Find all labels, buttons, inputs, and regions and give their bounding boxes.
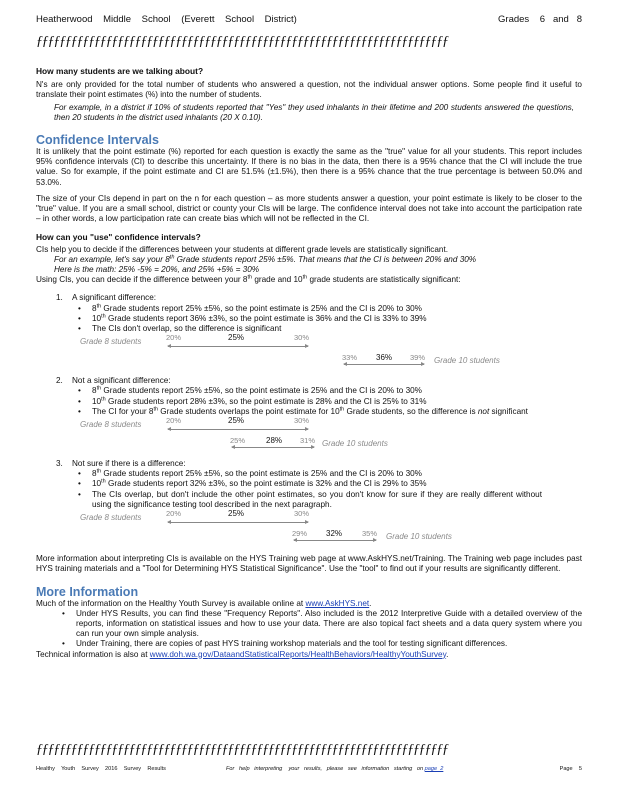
case-1-bullet-3: • The CIs don't overlap, so the difference is significant [78,324,282,334]
use-example-math: Here is the math: 25% -5% = 20%, and 25% +5% = 30% [54,265,260,275]
page-2-link[interactable]: page 2 [424,766,444,772]
case-1-grade8-label: Grade 8 students [80,337,142,347]
case-1-bullet-2: • 10th Grade students report 36% ±3%, so the point estimate is 36% and the CI is 33% to 39% [78,313,427,323]
header-grades: Grades 6 and 8 [498,14,582,25]
case-1-grade10-point: 36% [376,353,393,363]
case-3-bullet-3: • The CIs overlap, but don't include the other point estimates, so you don't know for sure if they are really different without using the significance testing tool described in the next paragraph. [78,489,542,509]
case-2-bullet-2: • 10th Grade students report 28% ±3%, so the point estimate is 28% and the CI is 25% to 31% [78,395,427,406]
more-info-heading: More Information [36,584,139,599]
more-info-bullet-1: • Under HYS Results, you can find these "Frequency Reports". Also included is the 2012 Interpretive Guide with a detailed overview of the reports, information on statistical issues and how to use your data. There are also topical fact sheets and a data query system where you can run your own simple analysis. [62,608,582,639]
header-school: Heatherwood Middle School (Everett School District) [36,14,297,25]
footer-survey: Healthy Youth Survey 2016 Survey Results [36,766,166,772]
case-1-grade10-ci-arrow [344,364,424,365]
case-3-ci-diagram [42,510,582,548]
case-3-grade10-ci-arrow [294,540,376,541]
more-ci-paragraph: More information about interpreting CIs is available on the HYS Training web page at www.AskHYS.net/Training. The Training web page includes past HYS training materials and a "Tool for Determining HYS Statistical Significance". Use the "tool" to find out if your results are significantly different. [36,554,582,574]
ci-paragraph-2: The size of your CIs depend in part on the n for each question – as more students answer a question, your point estimate is likely to be closer to the "true" value. If you are a small school, district or county your CIs will be large. The confidence interval does not take into account the participation rate – in other words, a low participation rate can create bias which will not be reflected in the CI. [36,193,582,224]
case-1-grade10-lo: 33% [342,353,358,363]
case-2-title: 2. Not a significant difference: [56,376,171,386]
case-1-grade8-lo: 20% [166,333,182,343]
more-info-intro: Much of the information on the Healthy Youth Survey is available online at www.AskHYS.net. [36,598,372,608]
use-using: Using CIs, you can decide if the difference between your 8th grade and 10th grade students are statistically significant: [36,274,461,285]
case-2-grade8-point: 25% [228,416,245,426]
case-3-grade10-lo: 29% [292,529,308,539]
case-3-grade10-hi: 35% [362,529,378,539]
case-2-grade8-ci-arrow [168,429,308,430]
use-example: For an example, let's say your 8th Grade students report 25% ±5%. That means that the CI is between 20% and 30% [54,254,477,264]
case-2-grade8-label: Grade 8 students [80,420,142,430]
case-1-grade8-hi: 30% [294,333,310,343]
case-1-grade10-label: Grade 10 students [434,356,500,366]
case-2-grade8-hi: 30% [294,416,310,426]
case-1-grade8-point: 25% [228,333,245,343]
case-3-grade10-point: 32% [326,529,343,539]
howmany-example: For example, in a district if 10% of students reported that "Yes" they used inhalants in their lifetime and 200 students answered the questions, then 20 students in the district used inhalants (20 X 0.10). [54,102,574,122]
case-2-grade10-point: 28% [266,436,283,446]
page-header [36,14,582,28]
case-2-grade10-label: Grade 10 students [322,439,388,449]
case-3-grade8-lo: 20% [166,509,182,519]
technical-info: Technical information is also at www.doh.wa.gov/DataandStatisticalReports/HealthBehaviors/HealthyYouthSurvey. [36,649,449,659]
case-2-grade8-lo: 20% [166,416,182,426]
page-footer [36,766,582,778]
case-3-grade8-hi: 30% [294,509,310,519]
case-3-grade8-ci-arrow [168,522,308,523]
howmany-body: N's are only provided for the total number of students who answered a question, not the individual answer options. Some people find it useful to translate their point estimates (%) into the number of students. [36,80,582,100]
case-2-bullet-1: • 8th Grade students report 25% ±5%, so the point estimate is 25% and the CI is 20% to 30% [78,385,422,396]
bottom-decorative-rule: ƒƒƒƒƒƒƒƒƒƒƒƒƒƒƒƒƒƒƒƒƒƒƒƒƒƒƒƒƒƒƒƒƒƒƒƒƒƒƒƒƒƒƒƒƒƒƒƒƒƒƒƒƒƒƒƒƒƒƒƒƒƒƒƒƒƒƒƒƒƒƒ [36,742,448,757]
case-3-grade8-point: 25% [228,509,245,519]
case-2-grade10-lo: 25% [230,436,246,446]
doh-link[interactable]: www.doh.wa.gov/DataandStatisticalReports/HealthBehaviors/HealthyYouthSurvey [149,649,447,659]
footer-page-number: Page 5 [559,766,582,772]
case-2-bullet-3: • The CI for your 8th Grade students overlaps the point estimate for 10th Grade students, so the difference is not significant [78,406,528,416]
footer-help: For help interpreting your results, please see information starting on page 2 [226,766,444,772]
case-2-grade10-hi: 31% [300,436,316,446]
case-3-grade10-label: Grade 10 students [386,532,452,542]
more-info-bullet-2: • Under Training, there are copies of past HYS training workshop materials and the tool for testing significant differences. [62,639,508,649]
case-3-bullet-1: • 8th Grade students report 25% ±5%, so the point estimate is 25% and the CI is 20% to 30% [78,468,422,479]
use-heading: How can you "use" confidence intervals? [36,232,201,243]
ci-paragraph-1: It is unlikely that the point estimate (%) reported for each question is exactly the same as the "true" value for all your students. This report includes 95% confidence intervals (CI) to describe this uncertainty. If there is no bias in the data, then there is a 95% chance that the CI will include the true value. So for example, if the point estimate and CI are 51.5% (±1.5%), then there is a 95% chance that the true percentage is between 50.0% and 53.0%. [36,147,582,187]
case-1-ci-diagram [42,334,582,372]
ci-heading: Confidence Intervals [36,133,159,148]
case-1-bullet-1: • 8th Grade students report 25% ±5%, so the point estimate is 25% and the CI is 20% to 30% [78,302,422,313]
case-1-title: 1. A significant difference: [56,293,157,303]
howmany-heading: How many students are we talking about? [36,66,204,76]
page-content [36,66,582,660]
case-3-bullet-2: • 10th Grade students report 32% ±3%, so the point estimate is 32% and the CI is 29% to 35% [78,478,427,489]
case-1-grade10-hi: 39% [410,353,426,363]
case-3-grade8-label: Grade 8 students [80,513,142,523]
top-decorative-rule: ƒƒƒƒƒƒƒƒƒƒƒƒƒƒƒƒƒƒƒƒƒƒƒƒƒƒƒƒƒƒƒƒƒƒƒƒƒƒƒƒƒƒƒƒƒƒƒƒƒƒƒƒƒƒƒƒƒƒƒƒƒƒƒƒƒƒƒƒƒƒƒ [36,34,448,49]
case-2-ci-diagram [42,417,582,455]
case-1-grade8-ci-arrow [168,346,308,347]
askhys-link[interactable]: www.AskHYS.net [305,598,370,608]
case-3-title: 3. Not sure if there is a difference: [56,459,186,469]
use-intro: CIs help you to decide if the differences between your students at different grade levels are statistically significant. [36,244,449,254]
case-2-grade10-ci-arrow [232,447,314,448]
